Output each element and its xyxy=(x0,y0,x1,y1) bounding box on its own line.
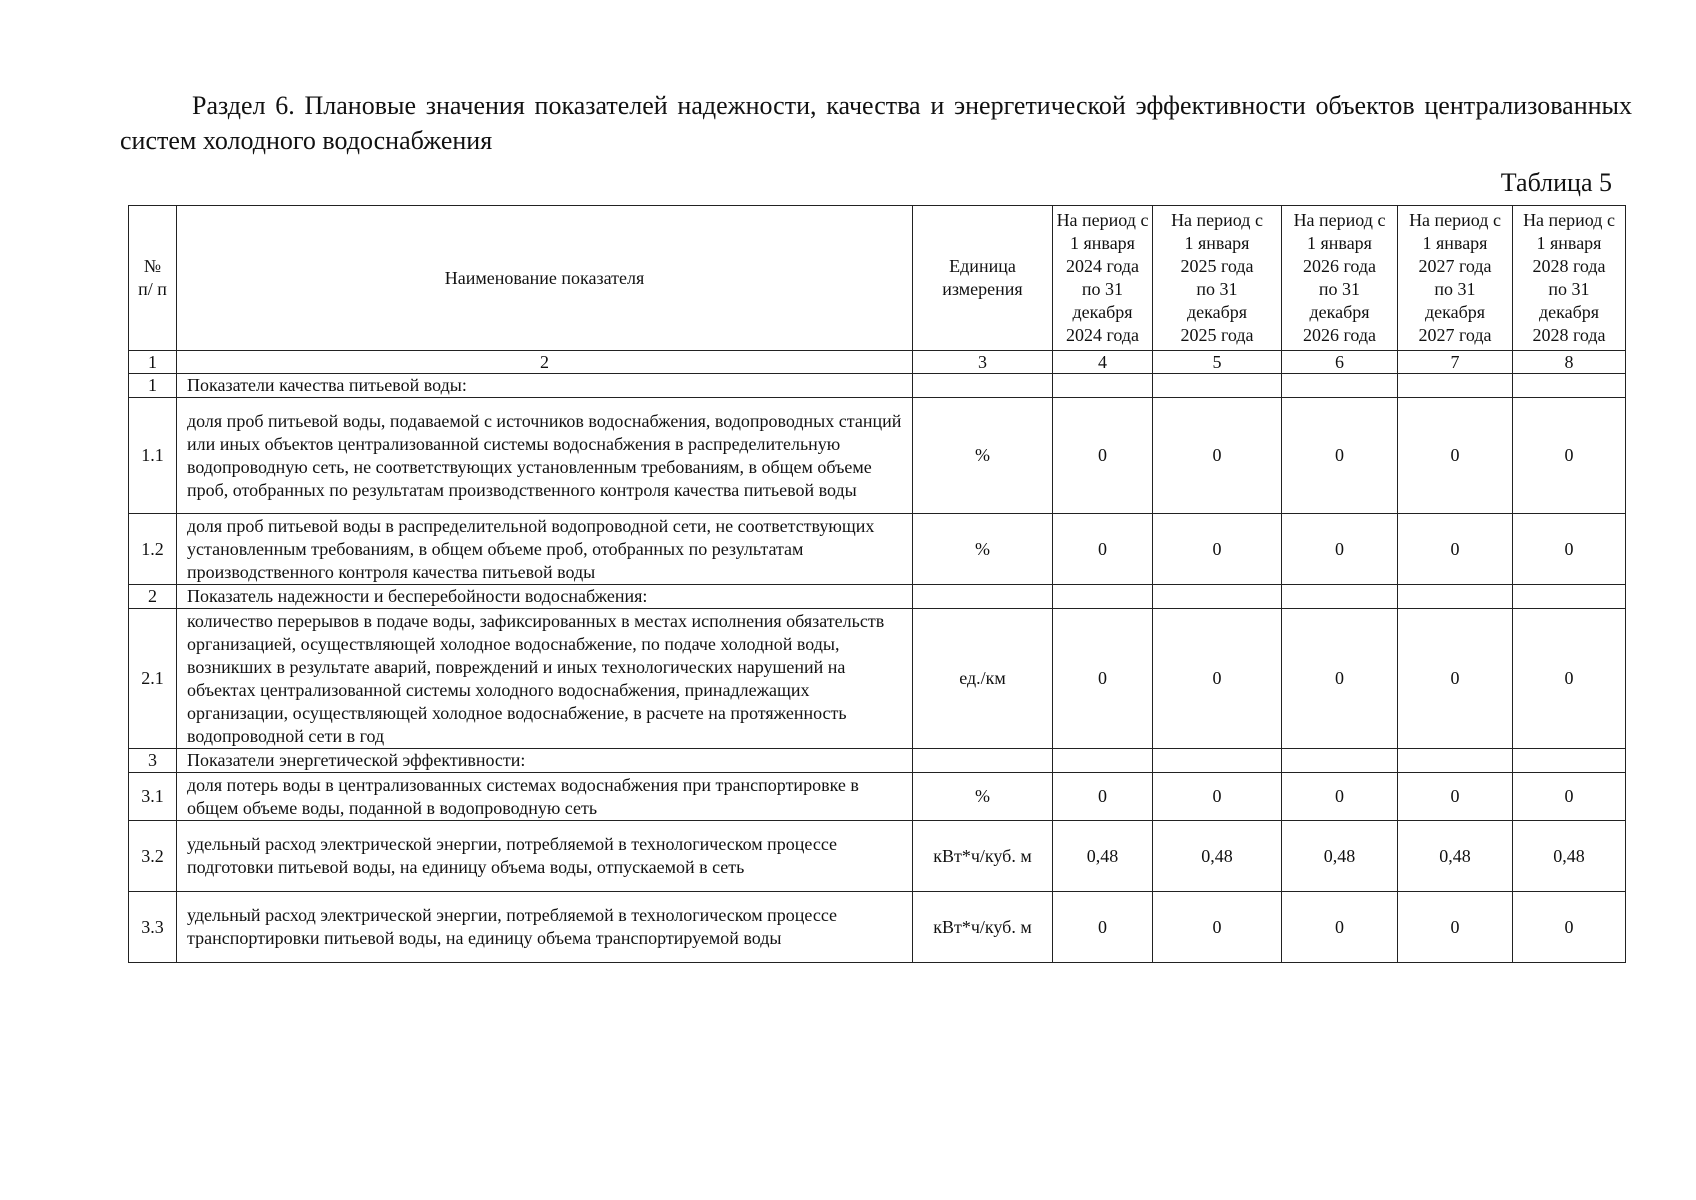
row-value: 0 xyxy=(1282,773,1398,821)
row-value: 0,48 xyxy=(1398,821,1513,892)
column-number: 6 xyxy=(1282,351,1398,374)
column-numbers-row xyxy=(129,351,1626,374)
row-name: доля проб питьевой воды в распределительной водопроводной сети, не соответствующих установленным требованиям, в общем объеме проб, отобранных по результатам производственного контроля качества питьевой воды xyxy=(177,514,913,585)
row-unit: % xyxy=(913,773,1053,821)
table-row xyxy=(129,892,1626,963)
column-number: 2 xyxy=(177,351,913,374)
row-value: 0,48 xyxy=(1282,821,1398,892)
header-name: Наименование показателя xyxy=(177,206,913,351)
row-name: Показатели качества питьевой воды: xyxy=(177,374,913,398)
row-value: 0 xyxy=(1282,609,1398,749)
row-num: 1.1 xyxy=(129,398,177,514)
column-number: 1 xyxy=(129,351,177,374)
row-name: удельный расход электрической энергии, потребляемой в технологическом процессе подготовки питьевой воды, на единицу объема воды, отпускаемой в сеть xyxy=(177,821,913,892)
row-value: 0 xyxy=(1282,514,1398,585)
row-value: 0 xyxy=(1153,398,1282,514)
row-value: 0 xyxy=(1153,773,1282,821)
row-value: 0 xyxy=(1513,892,1626,963)
header-period-2027: На период с 1 января 2027 года по 31 декабря 2027 года xyxy=(1398,206,1513,351)
row-value: 0,48 xyxy=(1513,821,1626,892)
row-value: 0 xyxy=(1053,514,1153,585)
row-value: 0 xyxy=(1398,892,1513,963)
table-row xyxy=(129,773,1626,821)
table-section-row xyxy=(129,374,1626,398)
header-unit: Единица измерения xyxy=(913,206,1053,351)
table-section-row xyxy=(129,585,1626,609)
row-value: 0 xyxy=(1398,514,1513,585)
table-section-row xyxy=(129,749,1626,773)
row-num: 1.2 xyxy=(129,514,177,585)
table-row xyxy=(129,609,1626,749)
row-value: 0 xyxy=(1153,892,1282,963)
row-unit: кВт*ч/куб. м xyxy=(913,892,1053,963)
row-value: 0 xyxy=(1153,514,1282,585)
row-value: 0,48 xyxy=(1153,821,1282,892)
row-value: 0 xyxy=(1053,609,1153,749)
table-row xyxy=(129,514,1626,585)
row-name: количество перерывов в подаче воды, зафиксированных в местах исполнения обязательств организацией, осуществляющей холодное водоснабжение, по подаче холодной воды, возникших в результате аварий, повреждений и иных технологических нарушений на объектах централизованной системы холодного водоснабжения, принадлежащих организации, осуществляющей холодное водоснабжение, в расчете на протяженность водопроводной сети в год xyxy=(177,609,913,749)
column-number: 8 xyxy=(1513,351,1626,374)
table-header-row xyxy=(129,206,1626,351)
row-name: Показатели энергетической эффективности: xyxy=(177,749,913,773)
row-num: 3 xyxy=(129,749,177,773)
row-unit: ед./км xyxy=(913,609,1053,749)
section-heading xyxy=(120,88,1632,158)
column-number: 5 xyxy=(1153,351,1282,374)
row-unit: % xyxy=(913,398,1053,514)
table-row xyxy=(129,821,1626,892)
row-num: 3.2 xyxy=(129,821,177,892)
row-value: 0 xyxy=(1513,514,1626,585)
row-value: 0 xyxy=(1398,609,1513,749)
column-number: 3 xyxy=(913,351,1053,374)
indicators-table xyxy=(128,205,1626,963)
table-label: Таблица 5 xyxy=(1500,168,1612,197)
row-value: 0,48 xyxy=(1053,821,1153,892)
row-name: удельный расход электрической энергии, потребляемой в технологическом процессе транспортировки питьевой воды, на единицу объема транспортируемой воды xyxy=(177,892,913,963)
row-name: доля потерь воды в централизованных системах водоснабжения при транспортировке в общем объеме воды, поданной в водопроводную сеть xyxy=(177,773,913,821)
row-unit: % xyxy=(913,514,1053,585)
row-value: 0 xyxy=(1053,773,1153,821)
row-num: 3.3 xyxy=(129,892,177,963)
header-period-2028: На период с 1 января 2028 года по 31 декабря 2028 года xyxy=(1513,206,1626,351)
row-value: 0 xyxy=(1282,892,1398,963)
header-period-2024: На период с 1 января 2024 года по 31 декабря 2024 года xyxy=(1053,206,1153,351)
section-heading-text: Раздел 6. Плановые значения показателей надежности, качества и энергетической эффективности объектов централизованных систем холодного водоснабжения xyxy=(120,91,1632,155)
table-row xyxy=(129,398,1626,514)
row-num: 2 xyxy=(129,585,177,609)
row-value: 0 xyxy=(1513,609,1626,749)
row-value: 0 xyxy=(1053,398,1153,514)
row-num: 3.1 xyxy=(129,773,177,821)
row-unit: кВт*ч/куб. м xyxy=(913,821,1053,892)
row-value: 0 xyxy=(1153,609,1282,749)
row-num: 1 xyxy=(129,374,177,398)
header-num: № п/ п xyxy=(129,206,177,351)
row-value: 0 xyxy=(1398,398,1513,514)
row-value: 0 xyxy=(1513,773,1626,821)
row-value: 0 xyxy=(1398,773,1513,821)
row-value: 0 xyxy=(1053,892,1153,963)
row-name: доля проб питьевой воды, подаваемой с источников водоснабжения, водопроводных станций или иных объектов централизованной системы водоснабжения в распределительную водопроводную сеть, не соответствующих установленным требованиям, в общем объеме проб, отобранных по результатам производственного контроля качества питьевой воды xyxy=(177,398,913,514)
row-num: 2.1 xyxy=(129,609,177,749)
header-period-2025: На период с 1 января 2025 года по 31 декабря 2025 года xyxy=(1153,206,1282,351)
row-name: Показатель надежности и бесперебойности водоснабжения: xyxy=(177,585,913,609)
column-number: 4 xyxy=(1053,351,1153,374)
row-value: 0 xyxy=(1282,398,1398,514)
header-period-2026: На период с 1 января 2026 года по 31 декабря 2026 года xyxy=(1282,206,1398,351)
row-value: 0 xyxy=(1513,398,1626,514)
column-number: 7 xyxy=(1398,351,1513,374)
